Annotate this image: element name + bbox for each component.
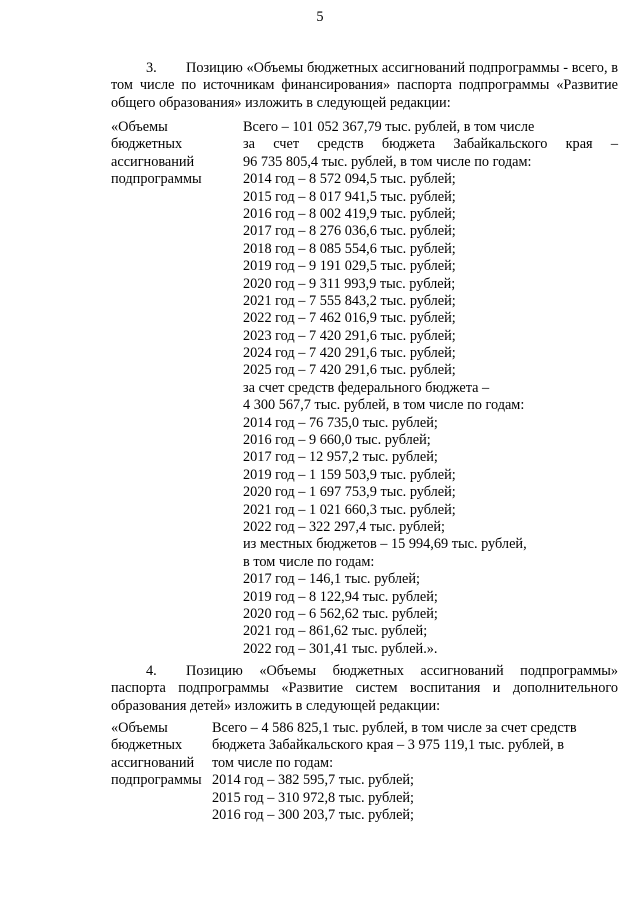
value-line: 2019 год – 1 159 503,9 тыс. рублей; [243,466,456,483]
section-4-label [111,720,202,790]
value-line: 2016 год – 9 660,0 тыс. рублей; [243,432,431,449]
value-line: 2021 год – 1 021 660,3 тыс. рублей; [243,501,456,518]
value-line: 2016 год – 300 203,7 тыс. рублей; [212,806,415,823]
section-3-label [111,119,202,189]
section-3-text: Позицию «Объемы бюджетных ассигнований подпрограммы - всего, в том числе по источникам финансирования» паспорта подпрограммы «Развитие общего образования» изложить в следующей редакции: [111,60,618,111]
value-line: 2020 год – 6 562,62 тыс. рублей; [243,605,438,622]
value-line: 2021 год – 861,62 тыс. рублей; [243,623,428,640]
value-line: 2022 год – 301,41 тыс. рублей.». [243,640,438,657]
label-line: ассигнований [111,153,195,170]
label-line: бюджетных [111,136,183,153]
value-line: 2024 год – 7 420 291,6 тыс. рублей; [243,345,456,362]
value-line: 2022 год – 7 462 016,9 тыс. рублей; [243,310,456,327]
value-line: Всего – 101 052 367,79 тыс. рублей, в том числе [243,119,535,135]
value-line: за счет средств федерального бюджета – [243,379,490,396]
section-3-values [243,119,618,658]
value-line: 2016 год – 8 002 419,9 тыс. рублей; [243,205,456,222]
value-line: Всего – 4 586 825,1 тыс. рублей, в том числе за счет средств [212,720,577,736]
value-line: 2020 год – 9 311 993,9 тыс. рублей; [243,275,456,292]
section-4-text: Позицию «Объемы бюджетных ассигнований подпрограммы» паспорта подпрограммы «Развитие систем воспитания и дополнительного образования детей» изложить в следующей редакции: [111,663,618,714]
section-3-intro [111,60,618,112]
value-line: за счет средств бюджета Забайкальского края – [243,136,618,153]
page-number: 5 [316,9,324,25]
value-line: 2019 год – 9 191 029,5 тыс. рублей; [243,258,456,275]
label-line: подпрограммы [111,171,202,188]
section-3-number: 3. [146,60,157,76]
value-line: 2023 год – 7 420 291,6 тыс. рублей; [243,327,456,344]
value-line: том числе по годам: [212,754,334,771]
value-line: 2020 год – 1 697 753,9 тыс. рублей; [243,484,456,501]
value-line: 2014 год – 8 572 094,5 тыс. рублей; [243,171,456,188]
value-line: 2017 год – 8 276 036,6 тыс. рублей; [243,223,456,240]
value-line: бюджета Забайкальского края – 3 975 119,1 тыс. рублей, в [212,737,564,754]
value-line: 2018 год – 8 085 554,6 тыс. рублей; [243,240,456,257]
value-line: 2019 год – 8 122,94 тыс. рублей; [243,588,438,605]
value-line: 2021 год – 7 555 843,2 тыс. рублей; [243,292,456,309]
label-line: бюджетных [111,737,183,754]
section-4-number: 4. [146,663,157,679]
value-line: 2017 год – 146,1 тыс. рублей; [243,571,421,588]
value-line: 4 300 567,7 тыс. рублей, в том числе по годам: [243,397,525,414]
value-line: 2015 год – 310 972,8 тыс. рублей; [212,789,415,806]
label-line: «Объемы [111,119,168,135]
label-line: ассигнований [111,754,195,771]
value-line: из местных бюджетов – 15 994,69 тыс. рублей, [243,536,527,553]
value-line: 2014 год – 76 735,0 тыс. рублей; [243,414,438,431]
label-line: «Объемы [111,720,168,736]
value-line: 2014 год – 382 595,7 тыс. рублей; [212,772,415,789]
section-4-values [212,720,618,824]
value-line: 2015 год – 8 017 941,5 тыс. рублей; [243,188,456,205]
section-4-intro [111,663,618,715]
value-line: 2025 год – 7 420 291,6 тыс. рублей; [243,362,456,379]
value-line: 2017 год – 12 957,2 тыс. рублей; [243,449,438,466]
value-line: 2022 год – 322 297,4 тыс. рублей; [243,518,446,535]
value-line: в том числе по годам: [243,553,375,570]
value-line: 96 735 805,4 тыс. рублей, в том числе по годам: [243,153,532,170]
label-line: подпрограммы [111,772,202,789]
